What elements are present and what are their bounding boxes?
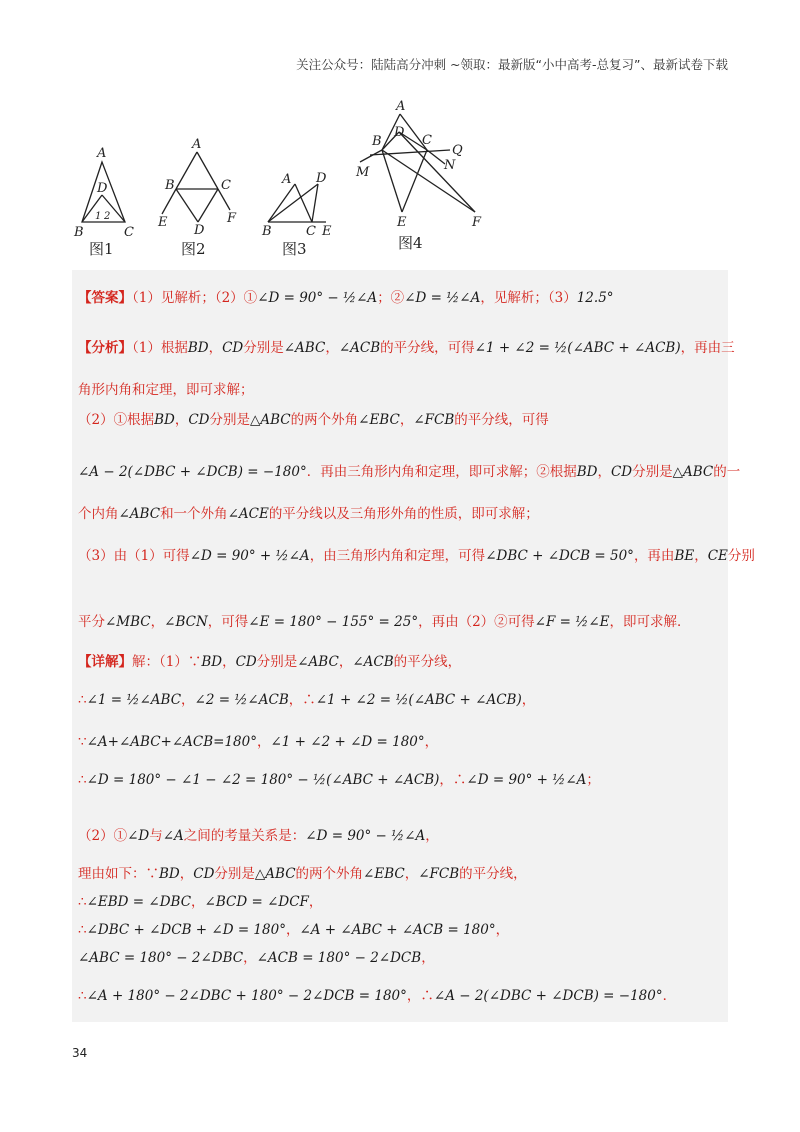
analysis-line-2 <box>78 380 722 400</box>
solution-detail-d3b: ， <box>256 734 271 750</box>
solution-analysis-l7m4: ∠F = ½∠E <box>534 614 610 630</box>
solution-detail-d4c: ； <box>586 772 600 788</box>
solution-panel <box>72 270 755 1022</box>
solution-detail-d1d: ， <box>338 654 353 670</box>
detail-tag: 【详解】 <box>78 654 132 670</box>
solution-detail-d3c: ， <box>424 734 439 750</box>
solution-analysis-l3c: 分别是 <box>209 412 250 428</box>
solution-analysis-l3m2: CD <box>188 412 210 428</box>
solution-detail-d6m2: CD <box>193 866 215 882</box>
solution-detail-d8m2: ∠A + ∠ABC + ∠ACB = 180° <box>299 922 496 938</box>
solution-analysis-l7b: ， <box>150 614 165 630</box>
fig4-pt-n: N <box>444 158 456 173</box>
detail-line-8 <box>78 920 722 940</box>
solution-analysis-l3m4: ∠EBC <box>358 412 400 428</box>
solution-analysis-l6b: ，由三角形内角和定理，可得 <box>309 548 486 564</box>
fig1-pt-2: 2 <box>104 211 111 222</box>
fig1-pt-b: B <box>74 225 84 240</box>
fig4-label: 图4 <box>398 234 423 252</box>
fig3-pt-a: A <box>282 172 292 187</box>
solution-analysis-l6a: （3）由（1）可得 <box>78 548 190 564</box>
solution-analysis-l4a: ．再由三角形内角和定理，即可求解；②根据 <box>306 464 577 480</box>
solution-detail-d3m2: ∠1 + ∠2 + ∠D = 180° <box>270 734 425 750</box>
fig3-pt-b: B <box>262 224 272 239</box>
solution-detail-d9m2: ∠ACB = 180° − 2∠DCB <box>256 950 422 966</box>
solution-analysis-l1f: ，再由三 <box>680 340 735 356</box>
solution-analysis-l3m5: ∠FCB <box>413 412 455 428</box>
detail-line-2 <box>78 690 722 710</box>
solution-detail-d6f: 的平分线， <box>459 866 527 882</box>
solution-analysis-l6e: 分别 <box>727 548 755 564</box>
solution-detail-d1e: 的平分线， <box>393 654 462 670</box>
solution-detail-d8a: ∴ <box>78 922 87 938</box>
solution-analysis-l1b: ， <box>208 340 223 356</box>
solution-detail-d6e: ， <box>404 866 419 882</box>
solution-analysis-l7m3: ∠E = 180° − 155° = 25° <box>248 614 419 630</box>
solution-detail-d1m3: ∠ABC <box>297 654 339 670</box>
solution-analysis-l3a: （2）①根据 <box>78 412 155 428</box>
solution-analysis-l7m2: ∠BCN <box>164 614 208 630</box>
solution-analysis-l5m2: ∠ACE <box>227 506 269 522</box>
solution-analysis-l6c: ，再由 <box>633 548 675 564</box>
fig4-pt-q: Q <box>452 143 463 158</box>
solution-analysis-l5c: 的平分线以及三角形外角的性质，即可求解； <box>268 506 539 522</box>
analysis-line-7 <box>78 612 722 632</box>
solution-detail-d10c: ． <box>662 988 677 1004</box>
solution-detail-d4b: ，∴ <box>439 772 467 788</box>
solution-detail-d7b: ， <box>191 894 205 910</box>
solution-detail-d10m1: ∠A + 180° − 2∠DBC + 180° − 2∠DCB = 180° <box>86 988 407 1004</box>
page-number: 34 <box>72 1046 88 1060</box>
solution-analysis-l3d: 的两个外角 <box>290 412 359 428</box>
solution-detail-d5m1: ∠D <box>127 828 150 844</box>
solution-detail-d2a: ∴ <box>78 692 87 708</box>
solution-analysis-l5b: 和一个外角 <box>160 506 228 522</box>
solution-detail-d6c: 分别是 <box>214 866 255 882</box>
fig4-pt-c: C <box>422 133 432 148</box>
answer-line <box>78 288 722 308</box>
detail-line-7 <box>78 892 722 912</box>
solution-analysis-l7m1: ∠MBC <box>105 614 151 630</box>
solution-detail-d6b: ， <box>179 866 194 882</box>
solution-detail-d1m1: BD <box>201 654 223 670</box>
solution-detail-d7m2: ∠BCD = ∠DCF <box>204 894 309 910</box>
fig2-pt-a: A <box>192 137 202 152</box>
solution-detail-d2m3: ∠1 + ∠2 = ½(∠ABC + ∠ACB) <box>315 692 522 708</box>
solution-detail-d5c: 之间的考量关系是： <box>183 828 306 844</box>
fig4-pt-d: D <box>394 125 405 140</box>
solution-detail-d6m5: ∠FCB <box>418 866 460 882</box>
solution-detail-d6m3: △ABC <box>254 866 296 882</box>
answer-math-2: ∠D = ½∠A <box>404 290 481 306</box>
fig2-pt-d: D <box>194 223 205 238</box>
solution-detail-d5a: （2）① <box>78 828 128 844</box>
solution-analysis-l1d: ， <box>325 340 339 356</box>
solution-analysis-l3e: ， <box>399 412 414 428</box>
solution-detail-d5d: ， <box>425 828 439 844</box>
analysis-tag: 【分析】 <box>78 340 132 356</box>
fig2-pt-b: B <box>165 178 175 193</box>
solution-detail-d6d: 的两个外角 <box>295 866 364 882</box>
detail-line-4 <box>78 770 722 790</box>
solution-analysis-l1a: （1）根据 <box>132 340 188 356</box>
solution-analysis-l6m1: ∠D = 90° + ½∠A <box>189 548 310 564</box>
solution-detail-d1m2: CD <box>235 654 257 670</box>
solution-detail-d10a: ∴ <box>78 988 87 1004</box>
solution-detail-d8c: ， <box>495 922 510 938</box>
solution-analysis-l6m3: BE <box>674 548 695 564</box>
solution-analysis-l4m4: △ABC <box>672 464 714 480</box>
solution-detail-d4m1: ∠D = 180° − ∠1 − ∠2 = 180° − ½(∠ABC + ∠ACB) <box>86 772 440 788</box>
solution-detail-d9a: ， <box>243 950 257 966</box>
fig2-pt-e: E <box>158 215 168 230</box>
solution-detail-d2b: ， <box>181 692 195 708</box>
answer-text-1: （1）见解析；（2）① <box>132 290 258 306</box>
fig4-pt-b: B <box>372 134 382 149</box>
solution-analysis-l4m3: CD <box>610 464 633 480</box>
solution-detail-d3m1: ∠A+∠ABC+∠ACB=180° <box>86 734 257 750</box>
solution-analysis-l1m5: ∠1 + ∠2 = ½(∠ABC + ∠ACB) <box>474 340 681 356</box>
solution-detail-d7a: ∴ <box>78 894 87 910</box>
solution-detail-d10m2: ∠A − 2(∠DBC + ∠DCB) = −180° <box>433 988 663 1004</box>
fig4-pt-f: F <box>472 215 482 230</box>
fig1-label: 图1 <box>89 240 114 258</box>
solution-detail-d3a: ∵ <box>78 734 87 750</box>
fig2-pt-f: F <box>227 211 237 226</box>
detail-line-10 <box>78 986 722 1006</box>
fig1-pt-d: D <box>97 181 108 196</box>
fig1-pt-c: C <box>124 225 134 240</box>
solution-detail-d1c: 分别是 <box>256 654 298 670</box>
solution-analysis-l3m1: BD <box>154 412 175 428</box>
answer-math-1: ∠D = 90° − ½∠A <box>257 290 378 306</box>
detail-line-3 <box>78 732 722 752</box>
fig3-label: 图3 <box>282 240 307 258</box>
analysis-line-6 <box>78 546 755 566</box>
solution-analysis-l1m3: ∠ABC <box>283 340 326 356</box>
solution-detail-d5m3: ∠D = 90° − ½∠A <box>305 828 426 844</box>
solution-detail-d1a: 解：（1）∵ <box>132 654 202 670</box>
fig1-pt-a: A <box>97 146 107 161</box>
solution-analysis-l4m1: ∠A − 2(∠DBC + ∠DCB) = −180° <box>78 464 307 480</box>
answer-tag: 【答案】 <box>78 290 132 306</box>
fig4-pt-m: M <box>356 165 370 180</box>
analysis-line-5 <box>78 504 722 524</box>
solution-detail-d5b: 与 <box>149 828 163 844</box>
figures <box>70 92 730 272</box>
solution-analysis-l1m4: ∠ACB <box>338 340 381 356</box>
analysis-line-3 <box>78 410 722 430</box>
solution-detail-d1b: ， <box>222 654 236 670</box>
solution-analysis-l4m2: BD <box>576 464 598 480</box>
solution-detail-d6m4: ∠EBC <box>363 866 405 882</box>
solution-analysis-l1m1: BD <box>187 340 209 356</box>
detail-line-5 <box>78 826 722 846</box>
solution-detail-d2m2: ∠2 = ½∠ACB <box>194 692 289 708</box>
fig3-pt-d: D <box>316 171 327 186</box>
solution-analysis-l7c: ，可得 <box>207 614 249 630</box>
analysis-line-4 <box>78 462 741 482</box>
solution-detail-d10b: ，∴ <box>406 988 434 1004</box>
detail-line-9 <box>78 948 722 968</box>
figures-svg <box>70 92 730 272</box>
solution-analysis-l1m2: CD <box>222 340 244 356</box>
detail-line-1 <box>78 652 722 672</box>
solution-analysis-l4c: 分别是 <box>632 464 673 480</box>
fig2-pt-c: C <box>221 178 231 193</box>
solution-analysis-l7a: 平分 <box>78 614 105 630</box>
solution-analysis-l6m2: ∠DBC + ∠DCB = 50° <box>485 548 634 564</box>
solution-analysis-l5a: 个内角 <box>78 506 119 522</box>
solution-detail-d5m2: ∠A <box>162 828 184 844</box>
solution-detail-d9b: ， <box>421 950 435 966</box>
solution-analysis-l6d: ， <box>694 548 708 564</box>
solution-detail-d7m1: ∠EBD = ∠DBC <box>86 894 192 910</box>
solution-detail-d2d: ， <box>521 692 536 708</box>
solution-detail-d2c: ，∴ <box>288 692 316 708</box>
solution-detail-d4m2: ∠D = 90° + ½∠A <box>466 772 587 788</box>
solution-analysis-l2: 角形内角和定理，即可求解； <box>78 382 254 398</box>
solution-analysis-l5m1: ∠ABC <box>118 506 161 522</box>
solution-analysis-l1c: 分别是 <box>243 340 284 356</box>
solution-detail-d8m1: ∠DBC + ∠DCB + ∠D = 180° <box>86 922 286 938</box>
fig1-pt-1: 1 <box>95 211 102 222</box>
answer-text-3: ，见解析；（3） <box>480 290 577 306</box>
fig3-pt-c: C <box>306 224 316 239</box>
solution-analysis-l3b: ， <box>174 412 189 428</box>
solution-analysis-l1e: 的平分线，可得 <box>380 340 475 356</box>
solution-analysis-l7d: ，再由（2）②可得 <box>418 614 535 630</box>
solution-analysis-l3f: 的平分线，可得 <box>454 412 549 428</box>
answer-text-2: ；② <box>377 290 405 306</box>
solution-analysis-l6m4: CE <box>707 548 728 564</box>
analysis-line-1 <box>78 338 735 358</box>
solution-detail-d1m4: ∠ACB <box>352 654 394 670</box>
detail-line-6 <box>78 864 722 884</box>
solution-detail-d2m1: ∠1 = ½∠ABC <box>86 692 182 708</box>
answer-math-3: 12.5° <box>576 290 614 306</box>
solution-analysis-l4b: ， <box>597 464 611 480</box>
fig4-pt-a: A <box>396 99 406 114</box>
solution-detail-d8b: ， <box>285 922 300 938</box>
solution-detail-d7c: ， <box>308 894 323 910</box>
solution-detail-d9m1: ∠ABC = 180° − 2∠DBC <box>78 950 244 966</box>
solution-detail-d4a: ∴ <box>78 772 87 788</box>
solution-detail-d6m1: BD <box>159 866 180 882</box>
solution-analysis-l7e: ，即可求解． <box>609 614 691 630</box>
fig4-pt-e: E <box>397 215 407 230</box>
solution-analysis-l3m3: △ABC <box>250 412 291 428</box>
solution-analysis-l4d: 的一 <box>713 464 741 480</box>
page-header: 关注公众号：陆陆高分冲刺 ~领取：最新版“小中高考-总复习”、最新试卷下载 <box>296 57 728 72</box>
fig2-label: 图2 <box>181 240 206 258</box>
fig3-pt-e: E <box>322 224 332 239</box>
solution-detail-d6a: 理由如下：∵ <box>78 866 159 882</box>
